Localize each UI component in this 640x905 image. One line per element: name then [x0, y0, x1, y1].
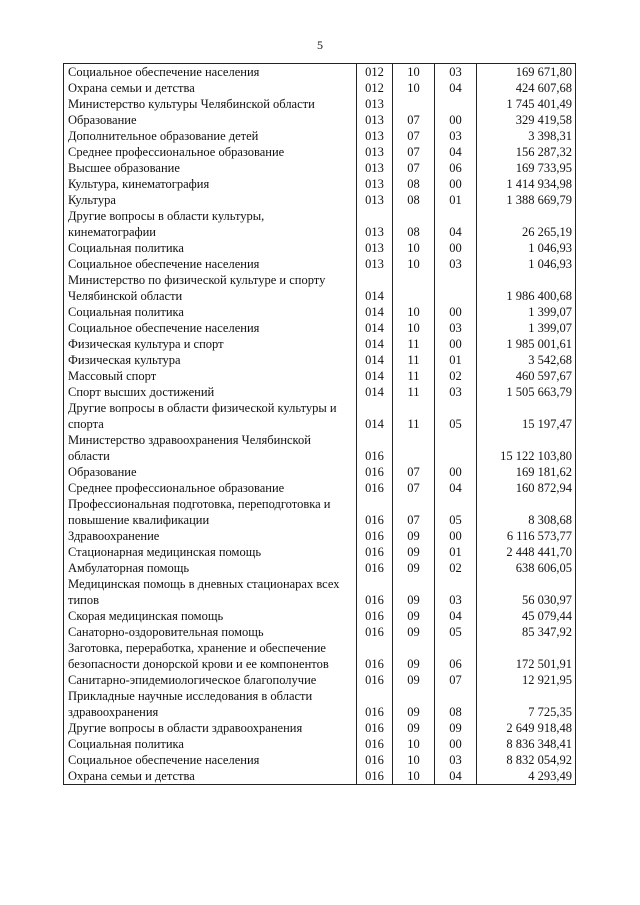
table-row: [64, 496, 576, 528]
ministry-code: 013: [357, 144, 393, 160]
section-code: 08: [393, 192, 435, 208]
row-name: Профессиональная подготовка, переподготовка и повышение квалификации: [64, 496, 357, 528]
ministry-code: 016: [357, 560, 393, 576]
subsection-code: 00: [435, 176, 477, 192]
amount: 4 293,49: [477, 768, 576, 785]
subsection-code: [435, 272, 477, 304]
section-code: 10: [393, 256, 435, 272]
ministry-code: 013: [357, 240, 393, 256]
row-name: Социальная политика: [64, 304, 357, 320]
amount: 1 388 669,79: [477, 192, 576, 208]
row-name: Среднее профессиональное образование: [64, 480, 357, 496]
row-name: Спорт высших достижений: [64, 384, 357, 400]
row-name: Социальное обеспечение населения: [64, 752, 357, 768]
amount: 3 398,31: [477, 128, 576, 144]
budget-table-body: [64, 64, 576, 785]
amount: 85 347,92: [477, 624, 576, 640]
amount: 1 399,07: [477, 320, 576, 336]
subsection-code: 00: [435, 336, 477, 352]
ministry-code: 014: [357, 368, 393, 384]
row-name: Социальное обеспечение населения: [64, 64, 357, 81]
subsection-code: 06: [435, 160, 477, 176]
ministry-code: 013: [357, 208, 393, 240]
section-code: [393, 96, 435, 112]
table-row: [64, 688, 576, 720]
section-code: 10: [393, 80, 435, 96]
table-row: [64, 640, 576, 672]
amount: 3 542,68: [477, 352, 576, 368]
ministry-code: 013: [357, 96, 393, 112]
table-row: [64, 432, 576, 464]
ministry-code: 016: [357, 480, 393, 496]
table-row: [64, 208, 576, 240]
row-name: Заготовка, переработка, хранение и обеспечение безопасности донорской крови и ее компонентов: [64, 640, 357, 672]
ministry-code: 012: [357, 80, 393, 96]
amount: 1 985 001,61: [477, 336, 576, 352]
budget-table: [63, 63, 576, 785]
row-name: Другие вопросы в области физической культуры и спорта: [64, 400, 357, 432]
amount: 56 030,97: [477, 576, 576, 608]
table-row: [64, 368, 576, 384]
subsection-code: 05: [435, 624, 477, 640]
subsection-code: 03: [435, 320, 477, 336]
ministry-code: 016: [357, 640, 393, 672]
amount: 1 505 663,79: [477, 384, 576, 400]
subsection-code: 04: [435, 208, 477, 240]
amount: 26 265,19: [477, 208, 576, 240]
ministry-code: 013: [357, 112, 393, 128]
ministry-code: 013: [357, 128, 393, 144]
amount: 8 308,68: [477, 496, 576, 528]
amount: 329 419,58: [477, 112, 576, 128]
section-code: 10: [393, 752, 435, 768]
row-name: Здравоохранение: [64, 528, 357, 544]
amount: 2 448 441,70: [477, 544, 576, 560]
table-row: [64, 96, 576, 112]
table-row: [64, 192, 576, 208]
ministry-code: 016: [357, 720, 393, 736]
table-row: [64, 320, 576, 336]
subsection-code: 03: [435, 256, 477, 272]
table-row: [64, 352, 576, 368]
subsection-code: 03: [435, 384, 477, 400]
table-row: [64, 304, 576, 320]
amount: 424 607,68: [477, 80, 576, 96]
section-code: 10: [393, 320, 435, 336]
ministry-code: 016: [357, 544, 393, 560]
section-code: 07: [393, 464, 435, 480]
ministry-code: 014: [357, 272, 393, 304]
amount: 1 046,93: [477, 256, 576, 272]
row-name: Другие вопросы в области культуры, кинематографии: [64, 208, 357, 240]
row-name: Другие вопросы в области здравоохранения: [64, 720, 357, 736]
section-code: 09: [393, 672, 435, 688]
section-code: 11: [393, 336, 435, 352]
row-name: Дополнительное образование детей: [64, 128, 357, 144]
section-code: 11: [393, 400, 435, 432]
row-name: Министерство по физической культуре и спорту Челябинской области: [64, 272, 357, 304]
row-name: Скорая медицинская помощь: [64, 608, 357, 624]
section-code: 09: [393, 608, 435, 624]
row-name: Образование: [64, 464, 357, 480]
section-code: 09: [393, 528, 435, 544]
subsection-code: 00: [435, 528, 477, 544]
section-code: 07: [393, 160, 435, 176]
subsection-code: 01: [435, 352, 477, 368]
table-row: [64, 736, 576, 752]
subsection-code: 03: [435, 576, 477, 608]
section-code: 09: [393, 640, 435, 672]
section-code: 10: [393, 304, 435, 320]
ministry-code: 016: [357, 768, 393, 785]
ministry-code: 016: [357, 464, 393, 480]
table-row: [64, 272, 576, 304]
row-name: Физическая культура: [64, 352, 357, 368]
section-code: 11: [393, 368, 435, 384]
amount: 1 414 934,98: [477, 176, 576, 192]
subsection-code: 09: [435, 720, 477, 736]
amount: 15 122 103,80: [477, 432, 576, 464]
table-row: [64, 608, 576, 624]
row-name: Физическая культура и спорт: [64, 336, 357, 352]
ministry-code: 014: [357, 352, 393, 368]
subsection-code: 03: [435, 64, 477, 81]
subsection-code: 05: [435, 496, 477, 528]
amount: 460 597,67: [477, 368, 576, 384]
subsection-code: [435, 432, 477, 464]
subsection-code: 00: [435, 736, 477, 752]
amount: 7 725,35: [477, 688, 576, 720]
subsection-code: 04: [435, 80, 477, 96]
table-row: [64, 752, 576, 768]
row-name: Социальная политика: [64, 240, 357, 256]
table-row: [64, 768, 576, 785]
amount: 12 921,95: [477, 672, 576, 688]
ministry-code: 016: [357, 608, 393, 624]
ministry-code: 013: [357, 160, 393, 176]
table-row: [64, 112, 576, 128]
table-row: [64, 480, 576, 496]
section-code: 07: [393, 144, 435, 160]
amount: 45 079,44: [477, 608, 576, 624]
row-name: Культура: [64, 192, 357, 208]
amount: 169 733,95: [477, 160, 576, 176]
ministry-code: 014: [357, 400, 393, 432]
subsection-code: 01: [435, 544, 477, 560]
row-name: Министерство здравоохранения Челябинской области: [64, 432, 357, 464]
section-code: 07: [393, 480, 435, 496]
subsection-code: 00: [435, 464, 477, 480]
section-code: 09: [393, 624, 435, 640]
amount: 169 671,80: [477, 64, 576, 81]
section-code: 08: [393, 208, 435, 240]
amount: 6 116 573,77: [477, 528, 576, 544]
subsection-code: 03: [435, 128, 477, 144]
table-row: [64, 560, 576, 576]
section-code: 11: [393, 352, 435, 368]
amount: 1 399,07: [477, 304, 576, 320]
ministry-code: 016: [357, 496, 393, 528]
ministry-code: 016: [357, 672, 393, 688]
ministry-code: 016: [357, 528, 393, 544]
subsection-code: 06: [435, 640, 477, 672]
ministry-code: 016: [357, 752, 393, 768]
subsection-code: 04: [435, 144, 477, 160]
row-name: Образование: [64, 112, 357, 128]
subsection-code: 02: [435, 560, 477, 576]
section-code: 09: [393, 544, 435, 560]
amount: 172 501,91: [477, 640, 576, 672]
amount: 156 287,32: [477, 144, 576, 160]
section-code: [393, 272, 435, 304]
table-row: [64, 464, 576, 480]
subsection-code: 00: [435, 112, 477, 128]
ministry-code: 014: [357, 336, 393, 352]
row-name: Санаторно-оздоровительная помощь: [64, 624, 357, 640]
table-row: [64, 672, 576, 688]
subsection-code: 00: [435, 304, 477, 320]
section-code: 10: [393, 736, 435, 752]
section-code: [393, 432, 435, 464]
amount: 15 197,47: [477, 400, 576, 432]
section-code: 09: [393, 720, 435, 736]
ministry-code: 016: [357, 576, 393, 608]
row-name: Амбулаторная помощь: [64, 560, 357, 576]
subsection-code: 07: [435, 672, 477, 688]
row-name: Социальное обеспечение населения: [64, 256, 357, 272]
section-code: 10: [393, 240, 435, 256]
section-code: 09: [393, 576, 435, 608]
section-code: 07: [393, 112, 435, 128]
amount: 1 046,93: [477, 240, 576, 256]
ministry-code: 013: [357, 176, 393, 192]
table-row: [64, 80, 576, 96]
table-row: [64, 64, 576, 81]
section-code: 10: [393, 768, 435, 785]
row-name: Санитарно-эпидемиологическое благополучие: [64, 672, 357, 688]
subsection-code: 04: [435, 768, 477, 785]
table-row: [64, 384, 576, 400]
ministry-code: 014: [357, 304, 393, 320]
subsection-code: 00: [435, 240, 477, 256]
table-row: [64, 544, 576, 560]
ministry-code: 013: [357, 192, 393, 208]
table-row: [64, 240, 576, 256]
ministry-code: 016: [357, 736, 393, 752]
row-name: Медицинская помощь в дневных стационарах всех типов: [64, 576, 357, 608]
row-name: Охрана семьи и детства: [64, 80, 357, 96]
page-number: 5: [317, 38, 323, 52]
row-name: Культура, кинематография: [64, 176, 357, 192]
section-code: 11: [393, 384, 435, 400]
amount: 2 649 918,48: [477, 720, 576, 736]
ministry-code: 013: [357, 256, 393, 272]
ministry-code: 012: [357, 64, 393, 81]
amount: 638 606,05: [477, 560, 576, 576]
table-row: [64, 160, 576, 176]
row-name: Социальная политика: [64, 736, 357, 752]
row-name: Среднее профессиональное образование: [64, 144, 357, 160]
row-name: Массовый спорт: [64, 368, 357, 384]
amount: 1 986 400,68: [477, 272, 576, 304]
subsection-code: 01: [435, 192, 477, 208]
subsection-code: 08: [435, 688, 477, 720]
amount: 160 872,94: [477, 480, 576, 496]
section-code: 07: [393, 128, 435, 144]
subsection-code: 04: [435, 608, 477, 624]
ministry-code: 014: [357, 320, 393, 336]
subsection-code: 05: [435, 400, 477, 432]
row-name: Охрана семьи и детства: [64, 768, 357, 785]
amount: 8 832 054,92: [477, 752, 576, 768]
section-code: 09: [393, 560, 435, 576]
row-name: Прикладные научные исследования в области здравоохранения: [64, 688, 357, 720]
section-code: 08: [393, 176, 435, 192]
table-row: [64, 720, 576, 736]
section-code: 07: [393, 496, 435, 528]
amount: 169 181,62: [477, 464, 576, 480]
table-row: [64, 528, 576, 544]
table-row: [64, 336, 576, 352]
section-code: 10: [393, 64, 435, 81]
subsection-code: [435, 96, 477, 112]
subsection-code: 02: [435, 368, 477, 384]
table-row: [64, 576, 576, 608]
section-code: 09: [393, 688, 435, 720]
row-name: Высшее образование: [64, 160, 357, 176]
ministry-code: 016: [357, 432, 393, 464]
table-row: [64, 176, 576, 192]
table-row: [64, 128, 576, 144]
row-name: Социальное обеспечение населения: [64, 320, 357, 336]
amount: 8 836 348,41: [477, 736, 576, 752]
subsection-code: 03: [435, 752, 477, 768]
row-name: Стационарная медицинская помощь: [64, 544, 357, 560]
ministry-code: 016: [357, 688, 393, 720]
table-row: [64, 624, 576, 640]
amount: 1 745 401,49: [477, 96, 576, 112]
ministry-code: 016: [357, 624, 393, 640]
table-row: [64, 400, 576, 432]
table-row: [64, 144, 576, 160]
ministry-code: 014: [357, 384, 393, 400]
subsection-code: 04: [435, 480, 477, 496]
table-row: [64, 256, 576, 272]
row-name: Министерство культуры Челябинской области: [64, 96, 357, 112]
